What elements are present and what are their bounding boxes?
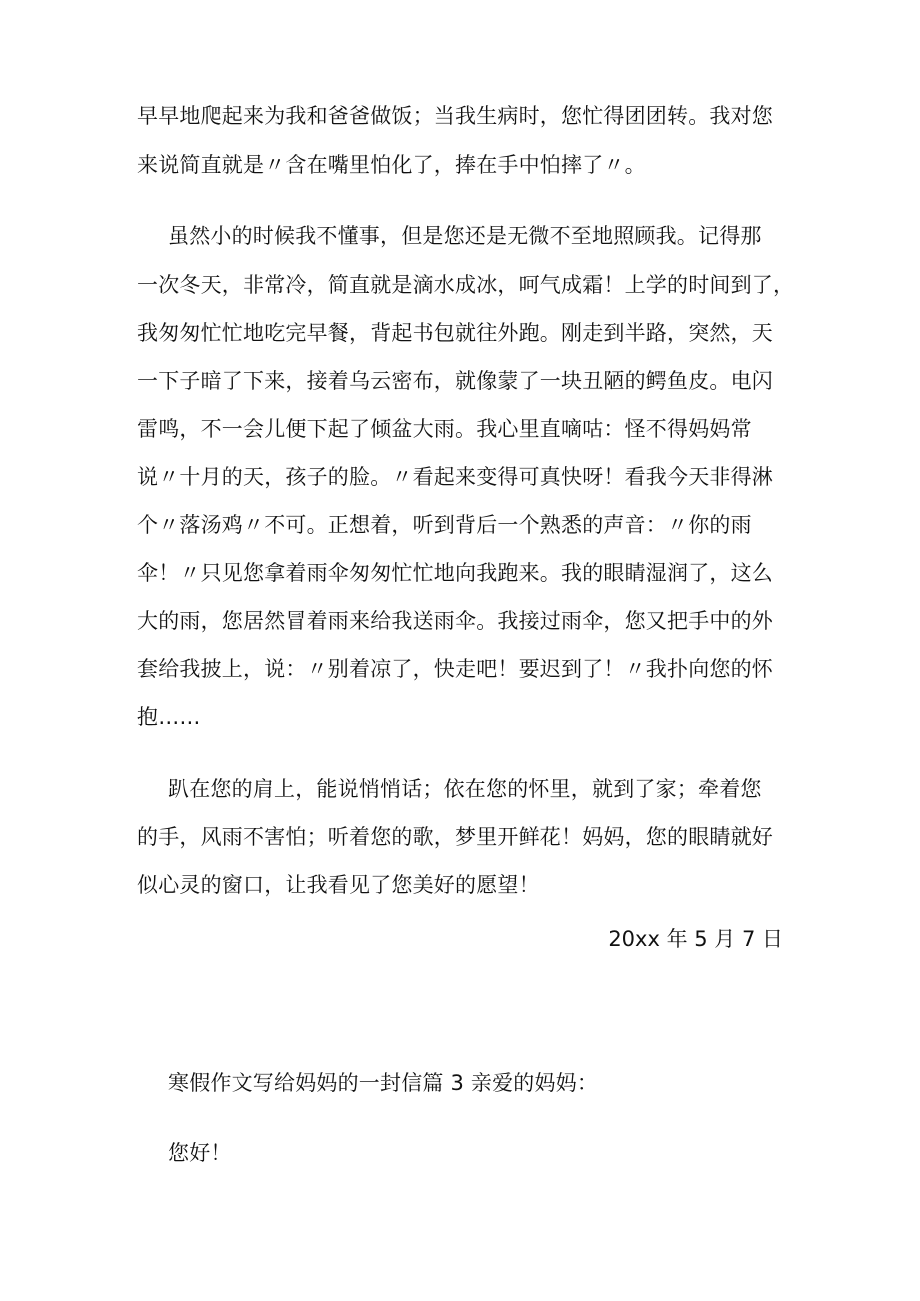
- letter-date: 20xx 年 5 月 7 日: [608, 927, 783, 951]
- paragraph-2-line-1: 虽然小的时候我不懂事，但是您还是无微不至地照顾我。记得那: [168, 224, 762, 248]
- paragraph-2-line-10: 套给我披上，说：〃别着凉了，快走吧！要迟到了！〃我扑向您的怀: [137, 657, 773, 681]
- paragraph-3-line-3: 似心灵的窗口，让我看见了您美好的愿望！: [137, 873, 540, 897]
- paragraph-2-line-2: 一次冬天，非常冷，简直就是滴水成冰，呵气成霜！上学的时间到了，: [137, 273, 795, 297]
- paragraph-2-line-3: 我匆匆忙忙地吃完早餐，背起书包就往外跑。刚走到半路，突然，天: [137, 321, 773, 345]
- paragraph-1-line-1: 早早地爬起来为我和爸爸做饭；当我生病时，您忙得团团转。我对您: [137, 104, 773, 128]
- paragraph-2-line-7: 个〃落汤鸡〃不可。正想着，听到背后一个熟悉的声音：〃你的雨: [137, 513, 752, 537]
- paragraph-2-line-8: 伞！〃只见您拿着雨伞匆匆忙忙地向我跑来。我的眼睛湿润了，这么: [137, 561, 773, 585]
- paragraph-2-line-6: 说〃十月的天，孩子的脸。〃看起来变得可真快呀！看我今天非得淋: [137, 465, 773, 489]
- paragraph-3-line-1: 趴在您的肩上，能说悄悄话；依在您的怀里，就到了家；牵着您: [168, 777, 762, 801]
- paragraph-2-line-9: 大的雨，您居然冒着雨来给我送雨伞。我接过雨伞，您又把手中的外: [137, 609, 773, 633]
- paragraph-2-line-11: 抱……: [137, 705, 201, 729]
- paragraph-1-line-2: 来说简直就是〃含在嘴里怕化了，捧在手中怕摔了〃。: [137, 153, 646, 177]
- paragraph-2-line-4: 一下子暗了下来，接着乌云密布，就像蒙了一块丑陋的鳄鱼皮。电闪: [137, 369, 773, 393]
- paragraph-2-line-5: 雷鸣，不一会儿便下起了倾盆大雨。我心里直嘀咕：怪不得妈妈常: [137, 417, 752, 441]
- paragraph-3-line-2: 的手，风雨不害怕；听着您的歌，梦里开鲜花！妈妈，您的眼睛就好: [137, 825, 773, 849]
- greeting: 您好！: [168, 1141, 232, 1165]
- next-letter-heading: 寒假作文写给妈妈的一封信篇 3 亲爱的妈妈：: [168, 1071, 599, 1095]
